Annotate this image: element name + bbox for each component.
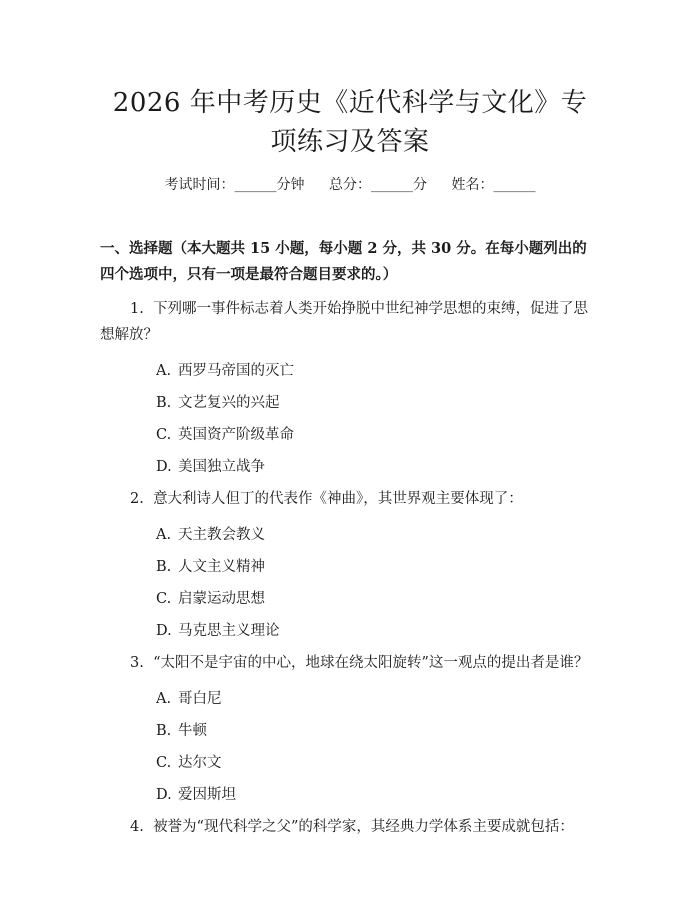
option-label: D. bbox=[156, 459, 172, 475]
question-number: 1. bbox=[130, 301, 144, 317]
question-number: 3. bbox=[130, 655, 144, 671]
question-3 bbox=[100, 650, 600, 806]
name-field: 姓名：______ bbox=[451, 177, 536, 193]
option-text: 西罗马帝国的灭亡 bbox=[178, 363, 294, 379]
exam-meta bbox=[100, 174, 600, 196]
question-text bbox=[100, 650, 600, 676]
question-text bbox=[100, 814, 600, 840]
option-label: B. bbox=[156, 723, 172, 739]
option-text: 爱因斯坦 bbox=[178, 787, 236, 803]
option-text: 启蒙运动思想 bbox=[178, 591, 265, 607]
option-text: 美国独立战争 bbox=[178, 459, 265, 475]
option-text: 文艺复兴的兴起 bbox=[178, 395, 280, 411]
option-c bbox=[156, 424, 600, 446]
question-1 bbox=[100, 296, 600, 478]
option-label: C. bbox=[156, 755, 172, 771]
option-label: C. bbox=[156, 591, 172, 607]
option-c bbox=[156, 588, 600, 610]
section-heading: 一、选择题（本大题共 15 小题，每小题 2 分，共 30 分。在每小题列出的四个选项中，只有一项是最符合题目要求的。） bbox=[100, 240, 587, 283]
question-stem: 下列哪一事件标志着人类开始挣脱中世纪神学思想的束缚，促进了思想解放？ bbox=[100, 301, 589, 343]
option-text: 哥白尼 bbox=[178, 691, 222, 707]
option-text: 天主教会教义 bbox=[178, 527, 265, 543]
question-text bbox=[100, 486, 600, 512]
option-d bbox=[156, 620, 600, 642]
option-d bbox=[156, 456, 600, 478]
option-d bbox=[156, 784, 600, 806]
option-text: 人文主义精神 bbox=[178, 559, 265, 575]
question-4 bbox=[100, 814, 600, 840]
option-b bbox=[156, 720, 600, 742]
question-text bbox=[100, 296, 600, 348]
option-a bbox=[156, 524, 600, 546]
option-text: 马克思主义理论 bbox=[178, 623, 280, 639]
page-title: 2026 年中考历史《近代科学与文化》专项练习及答案 bbox=[112, 88, 588, 157]
option-label: B. bbox=[156, 395, 172, 411]
option-a bbox=[156, 688, 600, 710]
option-text: 牛顿 bbox=[178, 723, 207, 739]
option-b bbox=[156, 556, 600, 578]
option-label: A. bbox=[156, 363, 172, 379]
option-label: B. bbox=[156, 559, 172, 575]
total-score-field: 总分：______分 bbox=[329, 177, 427, 193]
option-a bbox=[156, 360, 600, 382]
option-label: D. bbox=[156, 623, 172, 639]
question-stem: “太阳不是宇宙的中心，地球在绕太阳旋转”这一观点的提出者是谁？ bbox=[153, 655, 589, 671]
option-label: C. bbox=[156, 427, 172, 443]
question-stem: 被誉为“现代科学之父”的科学家，其经典力学体系主要成就包括： bbox=[153, 819, 574, 835]
option-text: 英国资产阶级革命 bbox=[178, 427, 294, 443]
option-b bbox=[156, 392, 600, 414]
question-2 bbox=[100, 486, 600, 642]
question-number: 4. bbox=[130, 819, 144, 835]
option-label: D. bbox=[156, 787, 172, 803]
question-number: 2. bbox=[130, 491, 144, 507]
option-label: A. bbox=[156, 527, 172, 543]
exam-time-field: 考试时间：______分钟 bbox=[164, 177, 305, 193]
option-text: 达尔文 bbox=[178, 755, 222, 771]
question-stem: 意大利诗人但丁的代表作《神曲》，其世界观主要体现了： bbox=[153, 491, 523, 507]
option-c bbox=[156, 752, 600, 774]
option-label: A. bbox=[156, 691, 172, 707]
